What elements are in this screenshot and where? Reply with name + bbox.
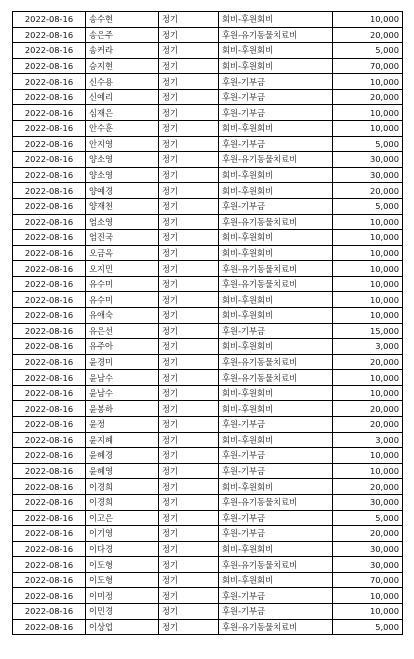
item-cell: 회비-후원회비 (219, 58, 333, 74)
item-cell: 회비-후원회비 (219, 121, 333, 137)
date-cell: 2022-08-16 (13, 167, 86, 183)
date-cell: 2022-08-16 (13, 183, 86, 199)
type-cell: 정기 (159, 526, 219, 542)
item-cell: 후원-기부금 (219, 74, 333, 90)
item-cell: 회비-후원회비 (219, 183, 333, 199)
date-cell: 2022-08-16 (13, 448, 86, 464)
amount-cell: 5,000 (333, 510, 403, 526)
name-cell: 이기영 (86, 526, 159, 542)
table-row (13, 494, 403, 510)
item-cell: 후원-기부금 (219, 510, 333, 526)
type-cell: 정기 (159, 58, 219, 74)
amount-cell: 10,000 (333, 448, 403, 464)
name-cell: 안수훈 (86, 121, 159, 137)
date-cell: 2022-08-16 (13, 619, 86, 635)
date-cell: 2022-08-16 (13, 230, 86, 246)
item-cell: 회비-후원회비 (219, 43, 333, 59)
table-row (13, 588, 403, 604)
date-cell: 2022-08-16 (13, 526, 86, 542)
name-cell: 오지민 (86, 261, 159, 277)
name-cell: 양예경 (86, 183, 159, 199)
table-row (13, 323, 403, 339)
type-cell: 정기 (159, 89, 219, 105)
table-row (13, 261, 403, 277)
date-cell: 2022-08-16 (13, 494, 86, 510)
date-cell: 2022-08-16 (13, 152, 86, 168)
amount-cell: 10,000 (333, 214, 403, 230)
name-cell: 엄진국 (86, 230, 159, 246)
table-row (13, 245, 403, 261)
table-row (13, 417, 403, 433)
type-cell: 정기 (159, 214, 219, 230)
name-cell: 이상업 (86, 619, 159, 635)
item-cell: 후원-기부금 (219, 89, 333, 105)
type-cell: 정기 (159, 12, 219, 28)
amount-cell: 15,000 (333, 323, 403, 339)
name-cell: 유애숙 (86, 307, 159, 323)
date-cell: 2022-08-16 (13, 276, 86, 292)
type-cell: 정기 (159, 105, 219, 121)
amount-cell: 30,000 (333, 152, 403, 168)
table-row (13, 121, 403, 137)
table-row (13, 214, 403, 230)
name-cell: 오금옥 (86, 245, 159, 261)
table-row (13, 89, 403, 105)
date-cell: 2022-08-16 (13, 58, 86, 74)
type-cell: 정기 (159, 230, 219, 246)
name-cell: 송은주 (86, 27, 159, 43)
name-cell: 양재천 (86, 198, 159, 214)
amount-cell: 10,000 (333, 105, 403, 121)
table-row (13, 463, 403, 479)
item-cell: 회비-후원회비 (219, 479, 333, 495)
table-row (13, 370, 403, 386)
name-cell: 윤혜영 (86, 463, 159, 479)
table-row (13, 43, 403, 59)
name-cell: 윤경미 (86, 354, 159, 370)
date-cell: 2022-08-16 (13, 354, 86, 370)
date-cell: 2022-08-16 (13, 245, 86, 261)
amount-cell: 5,000 (333, 198, 403, 214)
date-cell: 2022-08-16 (13, 479, 86, 495)
amount-cell: 20,000 (333, 417, 403, 433)
date-cell: 2022-08-16 (13, 432, 86, 448)
item-cell: 후원-유기동물치료비 (219, 152, 333, 168)
amount-cell: 20,000 (333, 354, 403, 370)
amount-cell: 20,000 (333, 526, 403, 542)
type-cell: 정기 (159, 417, 219, 433)
item-cell: 회비-후원회비 (219, 432, 333, 448)
amount-cell: 20,000 (333, 27, 403, 43)
type-cell: 정기 (159, 183, 219, 199)
name-cell: 윤혜경 (86, 448, 159, 464)
type-cell: 정기 (159, 588, 219, 604)
item-cell: 회비-후원회비 (219, 12, 333, 28)
date-cell: 2022-08-16 (13, 214, 86, 230)
name-cell: 이경희 (86, 479, 159, 495)
type-cell: 정기 (159, 510, 219, 526)
date-cell: 2022-08-16 (13, 89, 86, 105)
donation-table (12, 11, 403, 635)
table-row (13, 58, 403, 74)
name-cell: 윤남수 (86, 385, 159, 401)
item-cell: 후원-기부금 (219, 526, 333, 542)
table-row (13, 105, 403, 121)
item-cell: 후원-유기동물치료비 (219, 214, 333, 230)
date-cell: 2022-08-16 (13, 603, 86, 619)
table-row (13, 152, 403, 168)
name-cell: 윤지혜 (86, 432, 159, 448)
amount-cell: 5,000 (333, 619, 403, 635)
date-cell: 2022-08-16 (13, 27, 86, 43)
table-row (13, 479, 403, 495)
amount-cell: 20,000 (333, 479, 403, 495)
item-cell: 회비-후원회비 (219, 339, 333, 355)
item-cell: 회비-후원회비 (219, 541, 333, 557)
date-cell: 2022-08-16 (13, 323, 86, 339)
name-cell: 유주아 (86, 339, 159, 355)
name-cell: 송수현 (86, 12, 159, 28)
type-cell: 정기 (159, 292, 219, 308)
table-row (13, 510, 403, 526)
date-cell: 2022-08-16 (13, 74, 86, 90)
amount-cell: 10,000 (333, 276, 403, 292)
name-cell: 유은선 (86, 323, 159, 339)
item-cell: 후원-기부금 (219, 136, 333, 152)
table-row (13, 27, 403, 43)
item-cell: 회비-후원회비 (219, 385, 333, 401)
type-cell: 정기 (159, 557, 219, 573)
table-row (13, 198, 403, 214)
type-cell: 정기 (159, 136, 219, 152)
item-cell: 후원-기부금 (219, 603, 333, 619)
amount-cell: 70,000 (333, 58, 403, 74)
name-cell: 이경희 (86, 494, 159, 510)
name-cell: 이도형 (86, 572, 159, 588)
item-cell: 후원-유기동물치료비 (219, 354, 333, 370)
amount-cell: 5,000 (333, 43, 403, 59)
name-cell: 윤봉하 (86, 401, 159, 417)
table-row (13, 557, 403, 573)
table-row (13, 183, 403, 199)
type-cell: 정기 (159, 619, 219, 635)
amount-cell: 10,000 (333, 307, 403, 323)
name-cell: 신수용 (86, 74, 159, 90)
table-row (13, 448, 403, 464)
table-row (13, 619, 403, 635)
type-cell: 정기 (159, 323, 219, 339)
name-cell: 이민경 (86, 603, 159, 619)
name-cell: 송커라 (86, 43, 159, 59)
date-cell: 2022-08-16 (13, 339, 86, 355)
date-cell: 2022-08-16 (13, 292, 86, 308)
name-cell: 윤정 (86, 417, 159, 433)
table-row (13, 276, 403, 292)
table-row (13, 136, 403, 152)
item-cell: 회비-후원회비 (219, 292, 333, 308)
table-row (13, 432, 403, 448)
item-cell: 후원-기부금 (219, 463, 333, 479)
item-cell: 회비-후원회비 (219, 572, 333, 588)
type-cell: 정기 (159, 494, 219, 510)
name-cell: 엄소영 (86, 214, 159, 230)
date-cell: 2022-08-16 (13, 136, 86, 152)
table-row (13, 292, 403, 308)
item-cell: 후원-유기동물치료비 (219, 261, 333, 277)
item-cell: 후원-유기동물치료비 (219, 370, 333, 386)
date-cell: 2022-08-16 (13, 307, 86, 323)
item-cell: 회비-후원회비 (219, 307, 333, 323)
amount-cell: 70,000 (333, 572, 403, 588)
amount-cell: 10,000 (333, 292, 403, 308)
amount-cell: 30,000 (333, 494, 403, 510)
amount-cell: 10,000 (333, 588, 403, 604)
date-cell: 2022-08-16 (13, 541, 86, 557)
amount-cell: 10,000 (333, 603, 403, 619)
name-cell: 양소영 (86, 152, 159, 168)
date-cell: 2022-08-16 (13, 121, 86, 137)
type-cell: 정기 (159, 43, 219, 59)
name-cell: 윤남수 (86, 370, 159, 386)
item-cell: 회비-후원회비 (219, 230, 333, 246)
type-cell: 정기 (159, 541, 219, 557)
name-cell: 유수미 (86, 276, 159, 292)
date-cell: 2022-08-16 (13, 370, 86, 386)
name-cell: 이미정 (86, 588, 159, 604)
item-cell: 후원-기부금 (219, 417, 333, 433)
amount-cell: 10,000 (333, 230, 403, 246)
table-row (13, 526, 403, 542)
item-cell: 후원-기부금 (219, 323, 333, 339)
type-cell: 정기 (159, 27, 219, 43)
table-row (13, 401, 403, 417)
date-cell: 2022-08-16 (13, 261, 86, 277)
amount-cell: 3,000 (333, 339, 403, 355)
item-cell: 회비-후원회비 (219, 401, 333, 417)
table-row (13, 354, 403, 370)
item-cell: 회비-후원회비 (219, 167, 333, 183)
table-row (13, 167, 403, 183)
amount-cell: 10,000 (333, 245, 403, 261)
type-cell: 정기 (159, 385, 219, 401)
amount-cell: 3,000 (333, 432, 403, 448)
type-cell: 정기 (159, 603, 219, 619)
date-cell: 2022-08-16 (13, 198, 86, 214)
amount-cell: 10,000 (333, 385, 403, 401)
name-cell: 승지현 (86, 58, 159, 74)
type-cell: 정기 (159, 261, 219, 277)
item-cell: 후원-기부금 (219, 588, 333, 604)
item-cell: 후원-유기동물치료비 (219, 494, 333, 510)
amount-cell: 5,000 (333, 136, 403, 152)
name-cell: 안지영 (86, 136, 159, 152)
name-cell: 이다경 (86, 541, 159, 557)
amount-cell: 20,000 (333, 183, 403, 199)
date-cell: 2022-08-16 (13, 557, 86, 573)
amount-cell: 10,000 (333, 370, 403, 386)
date-cell: 2022-08-16 (13, 105, 86, 121)
name-cell: 이도형 (86, 557, 159, 573)
item-cell: 후원-유기동물치료비 (219, 276, 333, 292)
table-row (13, 230, 403, 246)
type-cell: 정기 (159, 370, 219, 386)
item-cell: 회비-후원회비 (219, 245, 333, 261)
date-cell: 2022-08-16 (13, 510, 86, 526)
name-cell: 유수미 (86, 292, 159, 308)
type-cell: 정기 (159, 401, 219, 417)
type-cell: 정기 (159, 276, 219, 292)
type-cell: 정기 (159, 121, 219, 137)
type-cell: 정기 (159, 448, 219, 464)
table-row (13, 339, 403, 355)
type-cell: 정기 (159, 463, 219, 479)
type-cell: 정기 (159, 307, 219, 323)
amount-cell: 20,000 (333, 89, 403, 105)
type-cell: 정기 (159, 354, 219, 370)
amount-cell: 10,000 (333, 463, 403, 479)
donation-sheet (12, 11, 402, 635)
item-cell: 후원-기부금 (219, 198, 333, 214)
type-cell: 정기 (159, 152, 219, 168)
name-cell: 양소영 (86, 167, 159, 183)
type-cell: 정기 (159, 432, 219, 448)
type-cell: 정기 (159, 572, 219, 588)
date-cell: 2022-08-16 (13, 588, 86, 604)
amount-cell: 30,000 (333, 167, 403, 183)
date-cell: 2022-08-16 (13, 572, 86, 588)
name-cell: 심재은 (86, 105, 159, 121)
table-row (13, 385, 403, 401)
date-cell: 2022-08-16 (13, 385, 86, 401)
item-cell: 후원-유기동물치료비 (219, 557, 333, 573)
table-row (13, 12, 403, 28)
type-cell: 정기 (159, 198, 219, 214)
amount-cell: 10,000 (333, 74, 403, 90)
date-cell: 2022-08-16 (13, 401, 86, 417)
type-cell: 정기 (159, 339, 219, 355)
table-row (13, 603, 403, 619)
date-cell: 2022-08-16 (13, 43, 86, 59)
date-cell: 2022-08-16 (13, 463, 86, 479)
date-cell: 2022-08-16 (13, 417, 86, 433)
amount-cell: 30,000 (333, 557, 403, 573)
type-cell: 정기 (159, 245, 219, 261)
type-cell: 정기 (159, 74, 219, 90)
amount-cell: 30,000 (333, 541, 403, 557)
item-cell: 후원-유기동물치료비 (219, 27, 333, 43)
type-cell: 정기 (159, 167, 219, 183)
amount-cell: 20,000 (333, 401, 403, 417)
item-cell: 후원-유기동물치료비 (219, 619, 333, 635)
table-row (13, 74, 403, 90)
table-body (13, 12, 403, 635)
table-row (13, 307, 403, 323)
name-cell: 신예리 (86, 89, 159, 105)
item-cell: 후원-기부금 (219, 105, 333, 121)
amount-cell: 10,000 (333, 121, 403, 137)
table-row (13, 572, 403, 588)
table-row (13, 541, 403, 557)
date-cell: 2022-08-16 (13, 12, 86, 28)
item-cell: 후원-기부금 (219, 448, 333, 464)
amount-cell: 10,000 (333, 12, 403, 28)
name-cell: 이고은 (86, 510, 159, 526)
type-cell: 정기 (159, 479, 219, 495)
amount-cell: 10,000 (333, 261, 403, 277)
